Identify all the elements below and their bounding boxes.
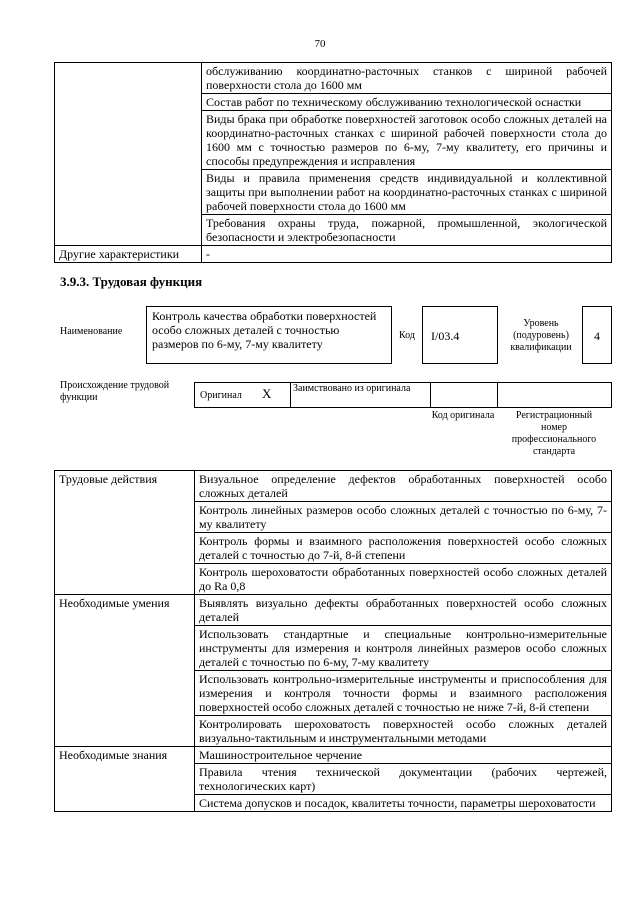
- section-label: Трудовые действия: [55, 471, 195, 595]
- origin-label: Происхождение трудовой функции: [60, 380, 170, 403]
- list-item: Выявлять визуально дефекты обработанных поверхностей особо сложных деталей: [195, 595, 612, 626]
- borrowed-label: Заимствовано из оригинала: [293, 383, 411, 394]
- list-item: Система допусков и посадок, квалитеты точности, параметры шероховатости: [195, 795, 612, 812]
- level-label: Уровень (подуровень) квалификации: [510, 318, 572, 353]
- original-mark: X: [262, 386, 272, 401]
- list-item: Использовать стандартные и специальные контрольно-измерительные инструменты для измерения и контроля линейных размеров особо сложных деталей с точностью по 6-му, 7-му квалитету: [195, 626, 612, 671]
- table-row: [55, 747, 612, 764]
- row-text: -: [202, 246, 612, 263]
- row-text: Виды брака при обработке поверхностей заготовок особо сложных деталей на координатно-расточных станках с шириной рабочей поверхности стола до 1600 мм с точностью размеров по 6-му, 7-му квалитету, его причины и способы предупреждения и исправления: [202, 111, 612, 170]
- row-text: Требования охраны труда, пожарной, промышленной, экологической безопасности и электробезопасности: [202, 215, 612, 246]
- list-item: Контролировать шероховатость поверхностей особо сложных деталей визуально-тактильным и инструментальными методами: [195, 716, 612, 747]
- page-number: 70: [314, 38, 326, 50]
- list-item: Контроль шероховатости обработанных поверхностей особо сложных деталей до Ra 0,8: [195, 564, 612, 595]
- row-label: [55, 63, 202, 246]
- level-value: 4: [582, 306, 612, 364]
- table-row: [55, 471, 612, 502]
- list-item: Машиностроительное черчение: [195, 747, 612, 764]
- section-title: 3.9.3. Трудовая функция: [60, 274, 203, 289]
- name-label: Наименование: [60, 326, 123, 337]
- main-table: [54, 470, 612, 812]
- list-item: Визуальное определение дефектов обработанных поверхностей особо сложных деталей: [195, 471, 612, 502]
- row-text: Виды и правила применения средств индивидуальной и коллективной защиты при выполнении работ на координатно-расточных станках с шириной рабочей поверхности стола до 1600 мм: [202, 170, 612, 215]
- list-item: Использовать контрольно-измерительные инструменты и приспособления для измерения и контроля точности формы и взаимного расположения поверхностей особо сложных деталей с точностью не ниже 7-й, 8-й степени: [195, 671, 612, 716]
- section-label: Необходимые знания: [55, 747, 195, 812]
- original-label: Оригинал: [200, 390, 242, 401]
- function-code: I/03.4: [422, 306, 498, 364]
- list-item: Контроль линейных размеров особо сложных деталей с точностью по 6-му, 7-му квалитету: [195, 502, 612, 533]
- code-original-caption: Код оригинала: [431, 410, 495, 421]
- list-item: Контроль формы и взаимного расположения поверхностей особо сложных деталей с точностью до 7-й, 8-й степени: [195, 533, 612, 564]
- code-label: Код: [399, 330, 415, 341]
- function-name: Контроль качества обработки поверхностей особо сложных деталей с точностью размеров по 6-му, 7-му квалитету: [146, 306, 392, 364]
- row-label: Другие характеристики: [55, 246, 202, 263]
- section-label: Необходимые умения: [55, 595, 195, 747]
- table-row: [55, 246, 612, 263]
- row-text: Состав работ по техническому обслуживанию технологической оснастки: [202, 94, 612, 111]
- row-text: обслуживанию координатно-расточных станков с шириной рабочей поверхности стола до 1600 мм: [202, 63, 612, 94]
- table-row: [55, 595, 612, 626]
- list-item: Правила чтения технической документации (рабочих чертежей, технологических карт): [195, 764, 612, 795]
- reg-number-caption: Регистрационный номер профессионального стандарта: [511, 410, 597, 457]
- table-row: [55, 63, 612, 94]
- top-table: [54, 62, 612, 263]
